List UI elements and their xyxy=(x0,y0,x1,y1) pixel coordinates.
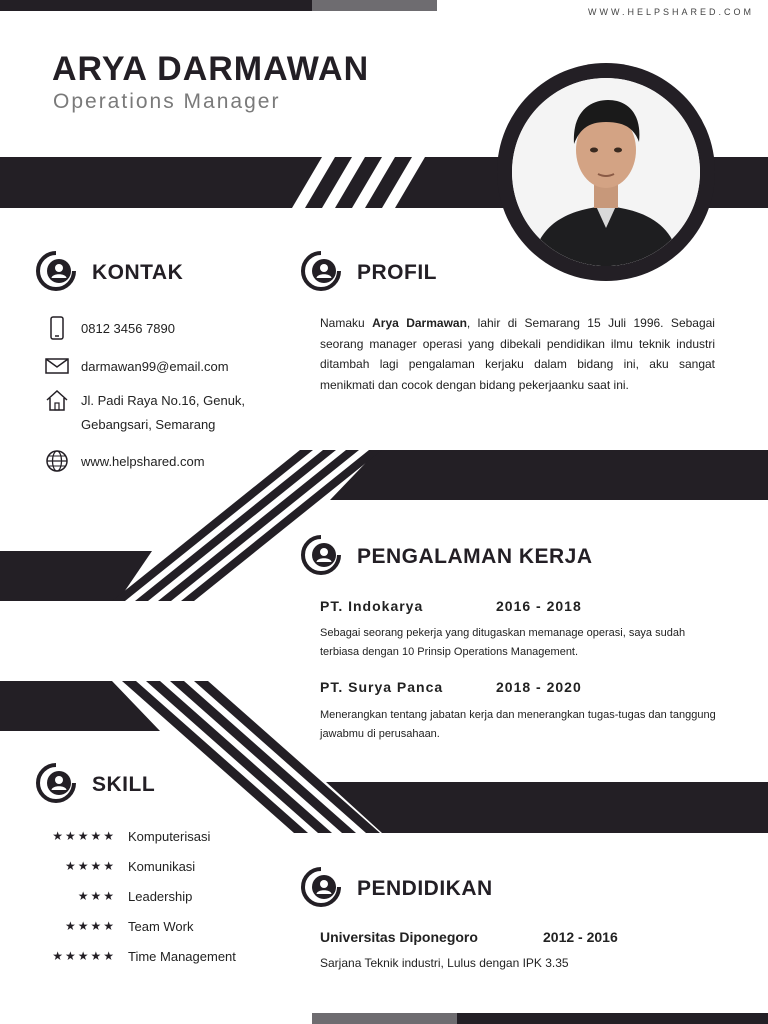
job-company-1: PT. Indokarya xyxy=(320,598,424,614)
profile-section-icon xyxy=(300,250,342,292)
education-school: Universitas Diponegoro xyxy=(320,929,478,945)
skill-row-3 xyxy=(42,887,192,905)
top-dark-bar xyxy=(0,0,312,11)
email-icon xyxy=(44,354,70,378)
skill-row-2 xyxy=(42,857,195,875)
contact-address-line2: Gebangsari, Semarang xyxy=(81,417,216,432)
profile-paragraph xyxy=(320,313,715,395)
contact-phone-row xyxy=(44,316,175,340)
job-desc-1: Sebagai seorang pekerja yang ditugaskan memanage operasi, saya sudah terbiasa dengan 10 Prinsip Operations Management. xyxy=(320,627,686,658)
diag-stripe-b2 xyxy=(146,681,332,833)
profile-photo xyxy=(512,78,700,266)
skill-name-2: Komunikasi xyxy=(128,858,196,874)
top-gray-bar xyxy=(312,0,437,11)
skill-row-1 xyxy=(42,827,210,845)
contact-phone: 0812 3456 7890 xyxy=(81,320,175,336)
job-company-2: PT. Surya Panca xyxy=(320,679,444,695)
contact-website[interactable]: www.helpshared.com xyxy=(81,453,205,469)
skill-name-4: Team Work xyxy=(128,918,194,934)
profile-text: , lahir di Semarang 15 Juli 1996. Sebagai seorang manager operasi yang dibekali pendidikan ilmu teknik industri ditambah lagi pengalaman kerjaku dalam bidang ini, aku sangat menikmati dan cocok dengan bidang pekerjaanku saat ini. xyxy=(320,316,715,392)
skill-title: SKILL xyxy=(92,773,156,796)
contact-section-icon xyxy=(35,250,77,292)
education-section-icon xyxy=(300,866,342,908)
education-years: 2012 - 2016 xyxy=(543,929,618,945)
home-icon xyxy=(44,388,70,412)
education-title: PENDIDIKAN xyxy=(357,877,493,900)
profile-photo-frame xyxy=(497,63,715,281)
job-desc-2: Menerangkan tentang jabatan kerja dan menerangkan tugas-tugas dan tanggung jawabmu di perusahaan. xyxy=(320,709,716,740)
contact-email[interactable]: darmawan99@email.com xyxy=(81,358,229,374)
education-desc: Sarjana Teknik industri, Lulus dengan IPK 3.35 xyxy=(320,956,569,970)
skill-section-icon xyxy=(35,762,77,804)
job-years-1: 2016 - 2018 xyxy=(496,598,582,614)
profile-intro: Namaku xyxy=(320,316,373,330)
header-website: WWW.HELPSHARED.COM xyxy=(587,7,754,17)
experience-section-icon xyxy=(300,534,342,576)
profile-name-bold: Arya Darmawan xyxy=(372,316,467,330)
skill-rating-3: ★★★ xyxy=(77,889,116,903)
contact-address-line1: Jl. Padi Raya No.16, Genuk, xyxy=(81,392,246,408)
experience-title: PENGALAMAN KERJA xyxy=(357,545,593,568)
skill-row-4 xyxy=(42,917,194,935)
contact-address-row xyxy=(44,388,245,412)
person-name: ARYA DARMAWAN xyxy=(52,50,370,88)
skill-name-3: Leadership xyxy=(128,888,193,904)
skill-rating-5: ★★★★★ xyxy=(52,949,116,963)
skill-rating-1: ★★★★★ xyxy=(52,829,116,843)
skill-name-5: Time Management xyxy=(128,948,236,964)
contact-email-row xyxy=(44,354,229,378)
profile-title: PROFIL xyxy=(357,261,437,284)
contact-title: KONTAK xyxy=(92,261,184,284)
skill-rating-2: ★★★★ xyxy=(64,859,116,873)
skill-rating-4: ★★★★ xyxy=(64,919,116,933)
diag-stripe-b3 xyxy=(170,681,356,833)
globe-icon xyxy=(44,449,70,473)
job-years-2: 2018 - 2020 xyxy=(496,679,582,695)
mid-right-band xyxy=(330,450,768,500)
bottom-gray-bar xyxy=(312,1013,457,1024)
person-role: Operations Manager xyxy=(53,90,281,113)
skill-name-1: Komputerisasi xyxy=(128,828,211,844)
bottom-dark-bar xyxy=(457,1013,768,1024)
contact-website-row xyxy=(44,449,205,473)
header-band-left xyxy=(0,157,322,208)
low-right-band xyxy=(326,782,768,833)
phone-icon xyxy=(44,316,70,340)
skill-row-5 xyxy=(42,947,236,965)
